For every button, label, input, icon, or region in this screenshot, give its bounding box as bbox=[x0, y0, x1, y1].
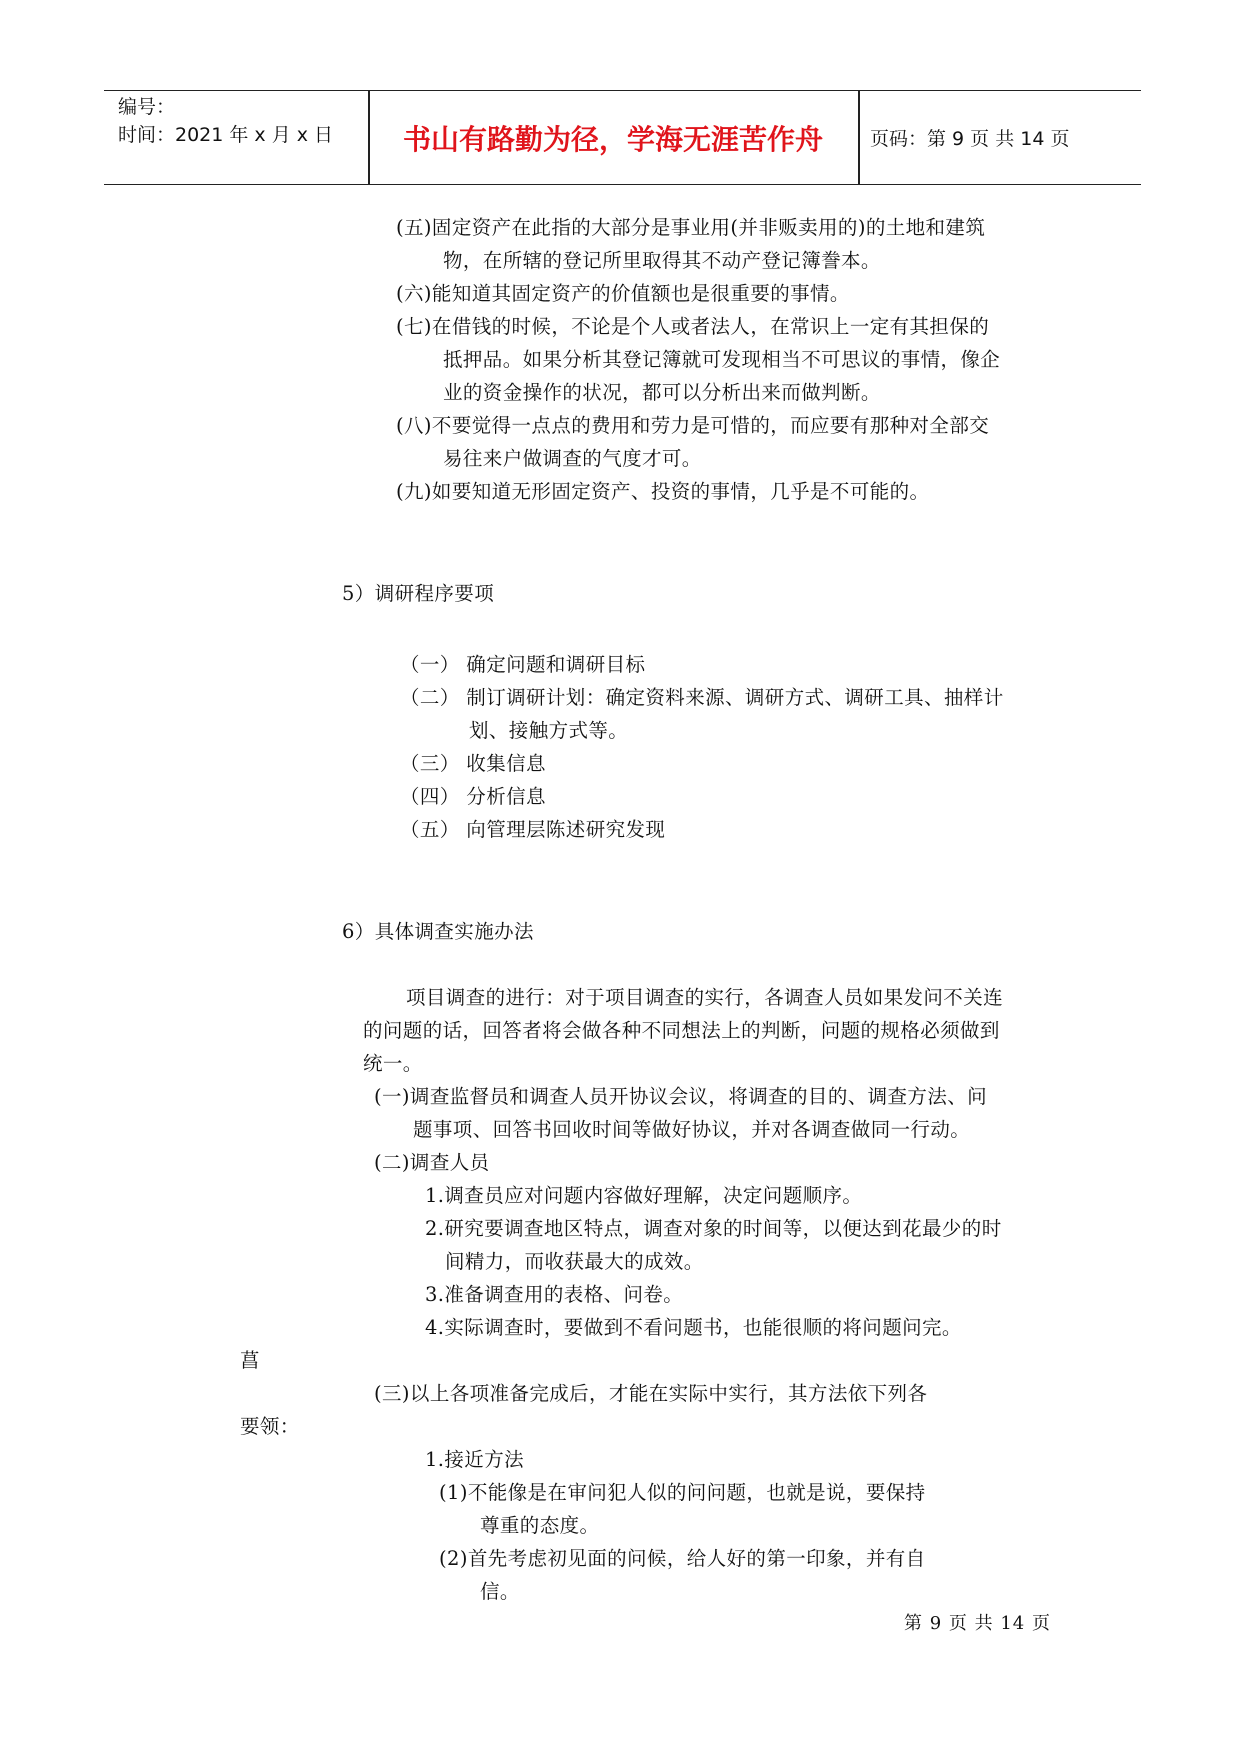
sub-list-item: 1.接近方法 bbox=[425, 1448, 525, 1471]
sub-sub-list-item-continuation: 尊重的态度。 bbox=[480, 1514, 600, 1537]
list-item: （三） 收集信息 bbox=[400, 752, 546, 775]
sub-list-item: 4.实际调查时，要做到不看问题书，也能很顺的将问题问完。 bbox=[425, 1316, 962, 1339]
list-item: (七)在借钱的时候，不论是个人或者法人，在常识上一定有其担保的 bbox=[396, 315, 990, 338]
section-heading: 6）具体调查实施办法 bbox=[342, 920, 534, 943]
page-footer: 第 9 页 共 14 页 bbox=[904, 1613, 1051, 1634]
document-number-label: 编号： bbox=[118, 96, 176, 118]
section-heading: 5）调研程序要项 bbox=[342, 582, 495, 605]
paragraph-line: 统一。 bbox=[363, 1052, 423, 1075]
sub-list-item: 3.准备调查用的表格、问卷。 bbox=[425, 1283, 684, 1306]
list-item: (二)调查人员 bbox=[374, 1151, 490, 1174]
list-item: (六)能知道其固定资产的价值额也是很重要的事情。 bbox=[396, 282, 850, 305]
list-item-continuation: 划、接触方式等。 bbox=[469, 719, 629, 742]
sub-list-item: 1.调查员应对问题内容做好理解，决定问题顺序。 bbox=[425, 1184, 863, 1207]
header-meta bbox=[118, 93, 333, 149]
list-item-continuation: 易往来户做调查的气度才可。 bbox=[443, 447, 702, 470]
stray-character: 菖 bbox=[240, 1349, 260, 1372]
sub-list-item-continuation: 间精力，而收获最大的成效。 bbox=[445, 1250, 704, 1273]
list-item: （五） 向管理层陈述研究发现 bbox=[400, 818, 666, 841]
header-page-number: 页码：第 9 页 共 14 页 bbox=[870, 128, 1070, 150]
list-item-continuation: 业的资金操作的状况，都可以分析出来而做判断。 bbox=[443, 381, 881, 404]
list-item: (八)不要觉得一点点的费用和劳力是可惜的，而应要有那种对全部交 bbox=[396, 414, 990, 437]
list-item-continuation: 题事项、回答书回收时间等做好协议，并对各调查做同一行动。 bbox=[413, 1118, 971, 1141]
list-item: (一)调查监督员和调查人员开协议会议，将调查的目的、调查方法、问 bbox=[374, 1085, 988, 1108]
sub-list-item: 2.研究要调查地区特点，调查对象的时间等，以便达到花最少的时 bbox=[425, 1217, 1002, 1240]
sub-sub-list-item: (1)不能像是在审问犯人似的问问题，也就是说，要保持 bbox=[439, 1481, 926, 1504]
list-item: （四） 分析信息 bbox=[400, 785, 546, 808]
header-divider bbox=[858, 91, 860, 184]
list-item: （二） 制订调研计划：确定资料来源、调研方式、调研工具、抽样计 bbox=[400, 686, 1004, 709]
paragraph-line: 的问题的话，回答者将会做各种不同想法上的判断，问题的规格必须做到 bbox=[363, 1019, 1000, 1042]
list-item-continuation: 要领： bbox=[240, 1415, 300, 1438]
list-item-continuation: 抵押品。如果分析其登记簿就可发现相当不可思议的事情，像企 bbox=[443, 348, 1001, 371]
page-header bbox=[104, 90, 1141, 185]
sub-sub-list-item: (2)首先考虑初见面的问候，给人好的第一印象，并有自 bbox=[439, 1547, 926, 1570]
list-item-continuation: 物，在所辖的登记所里取得其不动产登记簿誊本。 bbox=[443, 249, 881, 272]
list-item: (五)固定资产在此指的大部分是事业用(并非贩卖用的)的土地和建筑 bbox=[396, 216, 986, 239]
list-item: (三)以上各项准备完成后，才能在实际中实行，其方法依下列各 bbox=[374, 1382, 928, 1405]
sub-sub-list-item-continuation: 信。 bbox=[480, 1580, 520, 1603]
list-item: （一） 确定问题和调研目标 bbox=[400, 653, 646, 676]
document-time-label: 时间：2021 年 x 月 x 日 bbox=[118, 124, 334, 146]
paragraph-line: 项目调查的进行：对于项目调查的实行，各调查人员如果发问不关连 bbox=[406, 986, 1004, 1009]
header-motto: 书山有路勤为径，学海无涯苦作舟 bbox=[402, 122, 823, 156]
list-item: (九)如要知道无形固定资产、投资的事情，几乎是不可能的。 bbox=[396, 480, 930, 503]
